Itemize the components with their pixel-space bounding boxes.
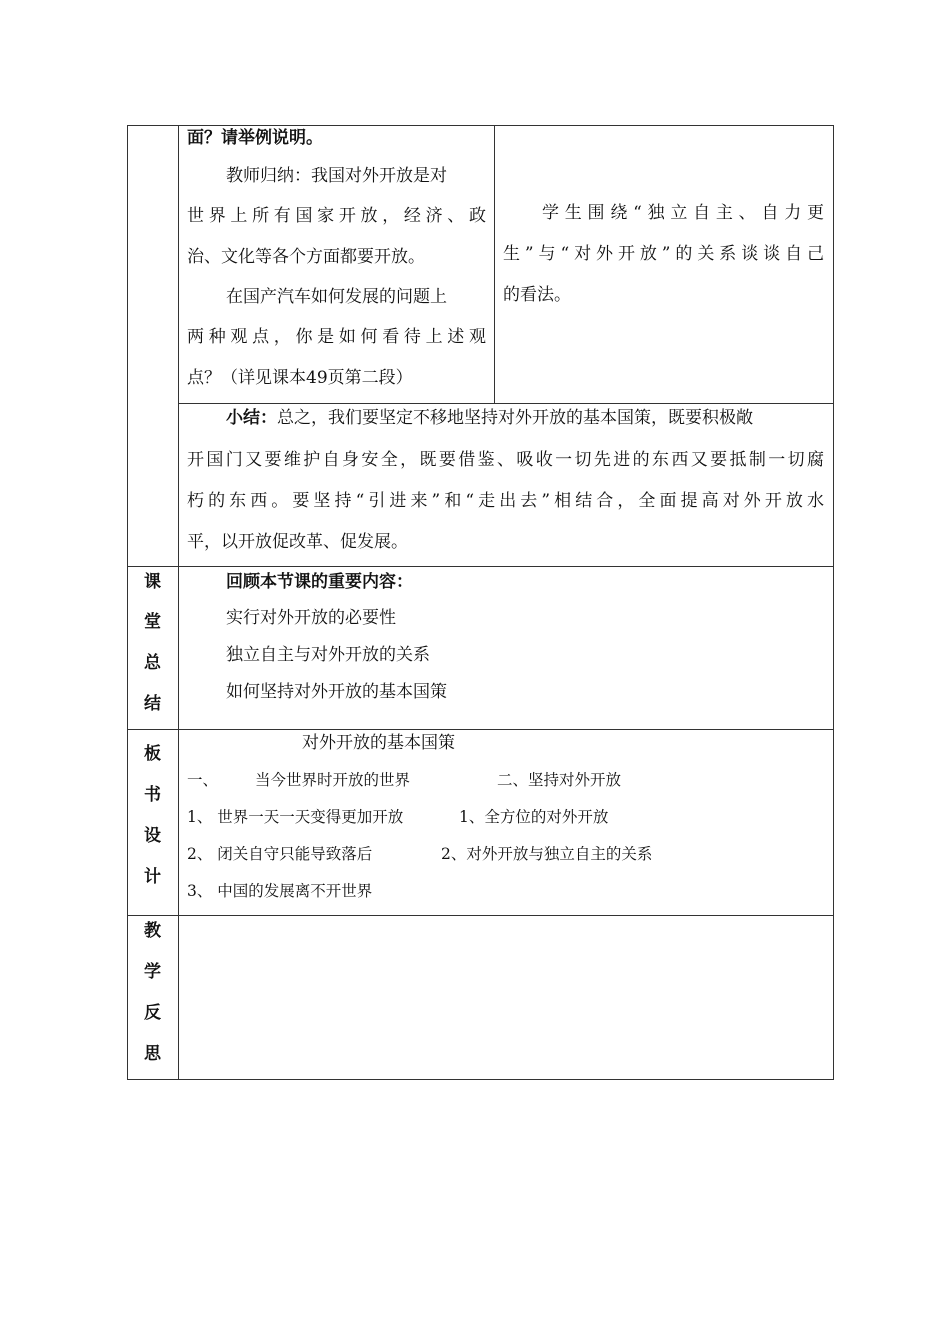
teacher-question-line: 点？（详见课本49页第二段） [187, 368, 413, 388]
teacher-question-line: 在国产汽车如何发展的问题上 [226, 287, 447, 307]
summary-text: 总之，我们要坚定不移地坚持对外开放的基本国策，既要积极敞 [277, 408, 753, 428]
teacher-summary-line: 世界上所有国家开放，经济、政 [187, 206, 486, 226]
teacher-summary-line: 治、文化等各个方面都要开放。 [187, 247, 425, 267]
board-left-heading: 当今世界时开放的世界 [255, 771, 411, 789]
reflection-label-char: 思 [144, 1044, 161, 1064]
reflection-content-cell [179, 916, 833, 1079]
summary-line: 平，以开放促改革、促发展。 [187, 532, 408, 552]
class-summary-label-char: 总 [144, 653, 161, 673]
table-bottom-border [127, 1079, 834, 1080]
board-left-item: 3、 中国的发展离不开世界 [187, 882, 373, 900]
row-divider-activity [178, 403, 834, 404]
board-design-label-char: 板 [144, 744, 161, 764]
row-divider-summary [127, 566, 834, 567]
class-summary-heading: 回顾本节课的重要内容： [226, 572, 413, 592]
class-summary-item: 独立自主与对外开放的关系 [226, 645, 430, 665]
class-summary-item: 如何坚持对外开放的基本国策 [226, 682, 447, 702]
student-activity-line: 生”与“对外开放”的关系谈谈自己 [503, 244, 824, 264]
student-activity-line: 学生围绕“独立自主、自力更 [542, 203, 824, 223]
class-summary-label-char: 结 [144, 694, 161, 714]
teacher-summary-line: 教师归纳：我国对外开放是对 [226, 166, 447, 186]
board-left-item: 2、 闭关自守只能导致落后 [187, 845, 373, 863]
reflection-label-char: 反 [144, 1003, 161, 1023]
class-summary-item: 实行对外开放的必要性 [226, 608, 396, 628]
board-right-item: 2、对外开放与独立自主的关系 [441, 845, 653, 863]
summary-first-line [226, 408, 824, 428]
class-summary-label-char: 堂 [144, 612, 161, 632]
board-left-item: 1、 世界一天一天变得更加开放 [187, 808, 404, 826]
board-design-label-char: 设 [144, 826, 161, 846]
board-title: 对外开放的基本国策 [302, 733, 455, 753]
reflection-label-char: 教 [144, 921, 161, 941]
summary-label: 小结： [226, 408, 277, 428]
class-summary-label-char: 课 [144, 572, 161, 592]
teacher-question-line: 两种观点，你是如何看待上述观 [187, 327, 486, 347]
board-left-heading-number: 一、 [187, 771, 219, 789]
board-right-heading: 二、坚持对外开放 [497, 771, 622, 789]
board-design-label-char: 书 [144, 785, 161, 805]
row-divider-class-summary [127, 729, 834, 730]
table-top-border [127, 125, 834, 126]
summary-line: 朽的东西。要坚持“引进来”和“走出去”相结合，全面提高对外开放水 [187, 491, 824, 511]
summary-line: 开国门又要维护自身安全，既要借鉴、吸收一切先进的东西又要抵制一切腐 [187, 450, 824, 470]
reflection-label-char: 学 [144, 962, 161, 982]
student-activity-line: 的看法。 [503, 285, 571, 305]
activity-column-divider [494, 125, 495, 404]
table-right-border [833, 125, 834, 1080]
board-right-item: 1、全方位的对外开放 [459, 808, 609, 826]
teacher-question-tail: 面？请举例说明。 [187, 128, 323, 148]
board-design-label-char: 计 [144, 867, 161, 887]
